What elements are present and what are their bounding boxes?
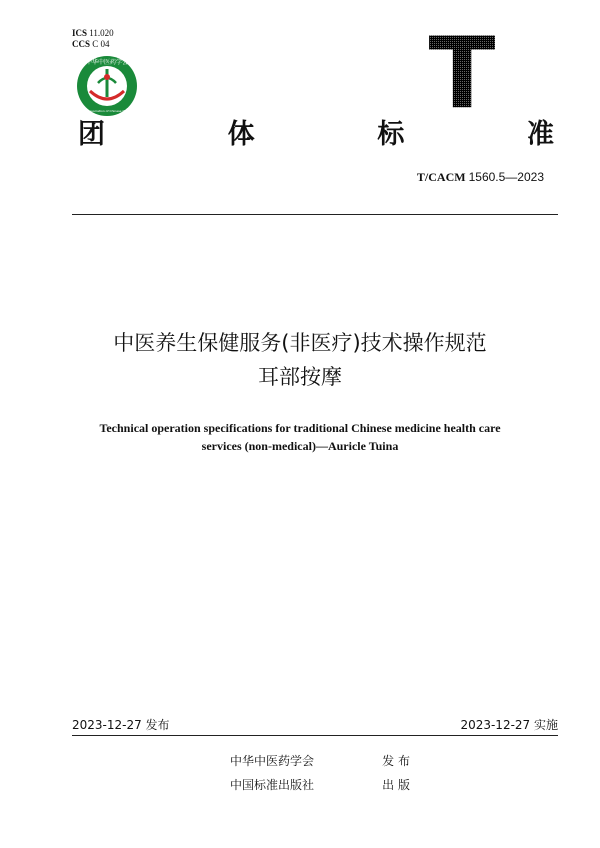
title-en-line1: Technical operation specifications for traditional Chinese medicine health care — [99, 421, 501, 435]
standard-number: T/CACM 1560.5—2023 — [416, 170, 544, 184]
publisher-name: 中华中医药学会 — [230, 754, 315, 768]
header-divider — [72, 214, 558, 215]
footer-divider — [72, 735, 558, 736]
logo-top-text: 中华中医药学会 — [85, 59, 129, 66]
publisher-row — [230, 752, 410, 769]
title-zh-line1: 中医养生保健服务(非医疗)技术操作规范 — [113, 331, 487, 355]
classification-codes — [72, 28, 114, 50]
category-char: 标 — [377, 119, 405, 150]
category-char: 准 — [526, 119, 554, 150]
title-zh-line2: 耳部按摩 — [258, 365, 342, 389]
publisher-row — [230, 776, 410, 793]
svg-text:T: T — [428, 17, 496, 131]
release-date: 2023-12-27 发布 — [72, 718, 170, 732]
category-char: 体 — [227, 119, 255, 150]
ics-code: ICS 11.020 — [72, 28, 114, 38]
ccs-code: CCS C 04 — [72, 39, 110, 49]
standard-type-letter — [428, 17, 496, 131]
title-en-line2: services (non-medical)—Auricle Tuina — [201, 439, 399, 453]
standard-category — [78, 112, 554, 150]
logo-bottom-text: China Association of Chinese Medicine — [78, 109, 136, 113]
publisher-name: 中国标准出版社 — [230, 778, 315, 792]
category-char: 团 — [78, 119, 105, 150]
association-logo — [76, 55, 138, 117]
publisher-role: 出 版 — [382, 778, 410, 792]
publisher-role: 发 布 — [382, 754, 410, 768]
implement-date: 2023-12-27 实施 — [460, 718, 558, 732]
